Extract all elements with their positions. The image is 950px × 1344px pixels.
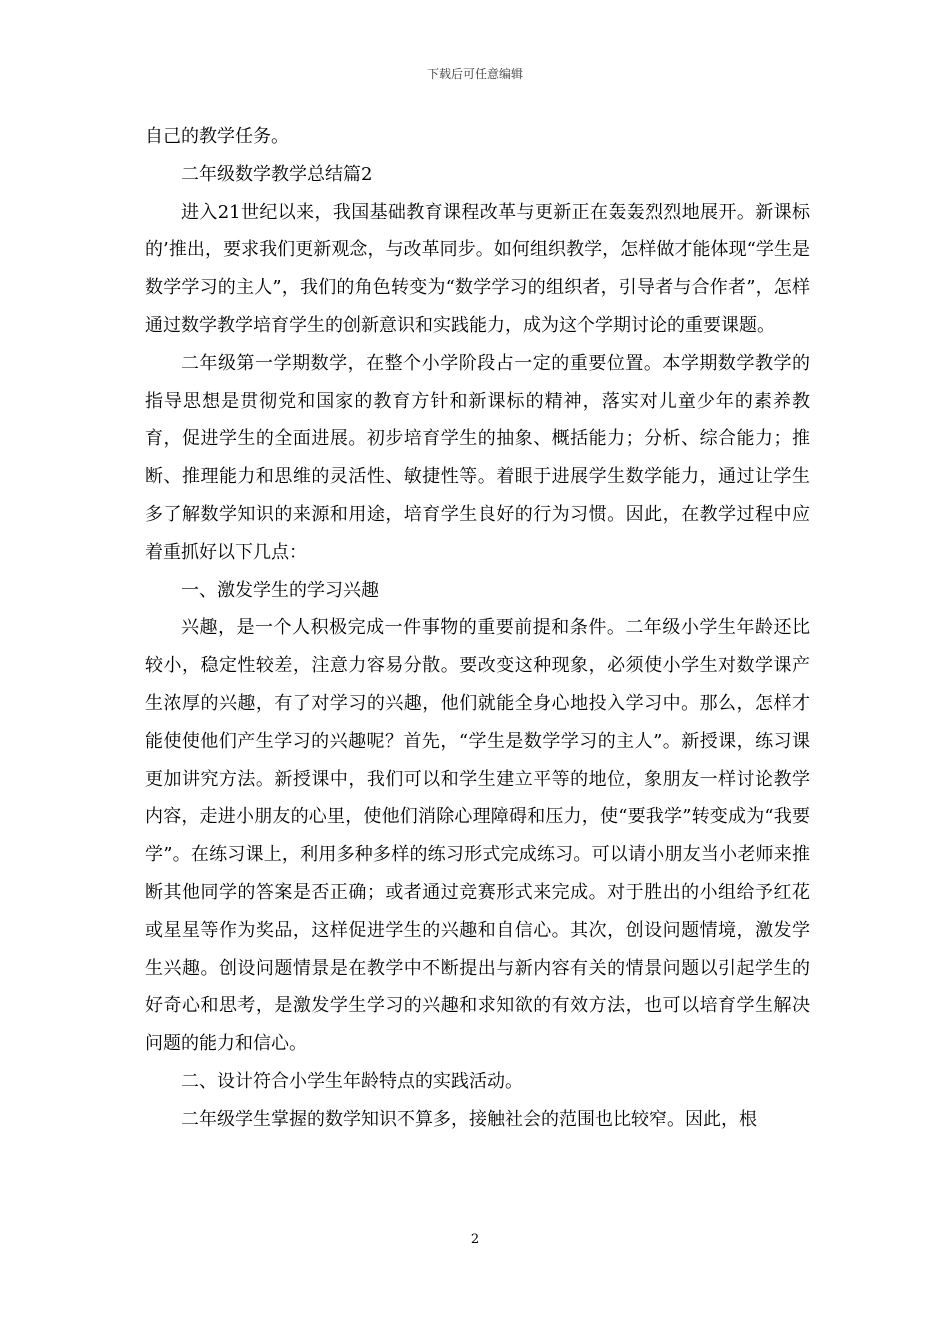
paragraph: 兴趣，是一个人积极完成一件事物的重要前提和条件。二年级小学生年龄还比较小，稳定性较差，注意力容易分散。要改变这种现象，必须使小学生对数学课产生浓厚的兴趣，有了对学习的兴趣，他们就能全身心地投入学习中。那么，怎样才能使使他们产生学习的兴趣呢？首先，“学生是数学学习的主人”。新授课，练习课更加讲究方法。新授课中，我们可以和学生建立平等的地位，象朋友一样讨论教学内容，走进小朋友的心里，使他们消除心理障碍和压力，使“要我学”转变成为“我要学”。在练习课上，利用多种多样的练习形式完成练习。可以请小朋友当小老师来推断其他同学的答案是否正确；或者通过竞赛形式来完成。对于胜出的小组给予红花或星星等作为奖品，这样促进学生的兴趣和自信心。其次，创设问题情境，激发学生兴趣。创设问题情景是在教学中不断提出与新内容有关的情景问题以引起学生的好奇心和思考，是激发学生学习的兴趣和求知欲的有效方法，也可以培育学生解决问题的能力和信心。 <box>145 617 810 1055</box>
section-title: 二年级数学教学总结篇2 <box>181 163 373 185</box>
paragraph: 二年级学生掌握的数学知识不算多，接触社会的范围也比较窄。因此，根 <box>181 1108 757 1130</box>
paragraph: 二年级第一学期数学，在整个小学阶段占一定的重要位置。本学期数学教学的指导思想是贯彻党和国家的教育方针和新课标的精神，落实对儿童少年的素养教育，促进学生的全面进展。初步培育学生的抽象、概括能力；分析、综合能力；推断、推理能力和思维的灵活性、敏捷性等。着眼于进展学生数学能力，通过让学生多了解数学知识的来源和用途，培育学生良好的行为习惯。因此，在教学过程中应着重抓好以下几点： <box>145 352 810 563</box>
paragraph-continuation: 自己的教学任务。 <box>145 126 289 147</box>
subheading: 一、激发学生的学习兴趣 <box>181 579 379 601</box>
paragraph: 进入21世纪以来，我国基础教育课程改革与更新正在轰轰烈烈地展开。新课标的’推出，要求我们更新观念，与改革同步。如何组织教学，怎样做才能体现“学生是数学学习的主人”，我们的角色转变为“数学学习的组织者，引导者与合作者”，怎样通过数学教学培育学生的创新意识和实践能力，成为这个学期讨论的重要课题。 <box>145 201 810 336</box>
page-header: 下载后可任意编辑 <box>426 67 523 81</box>
document-body <box>145 118 810 1139</box>
page-number: 2 <box>470 1232 480 1247</box>
subheading: 二、设计符合小学生年龄特点的实践活动。 <box>181 1070 523 1092</box>
